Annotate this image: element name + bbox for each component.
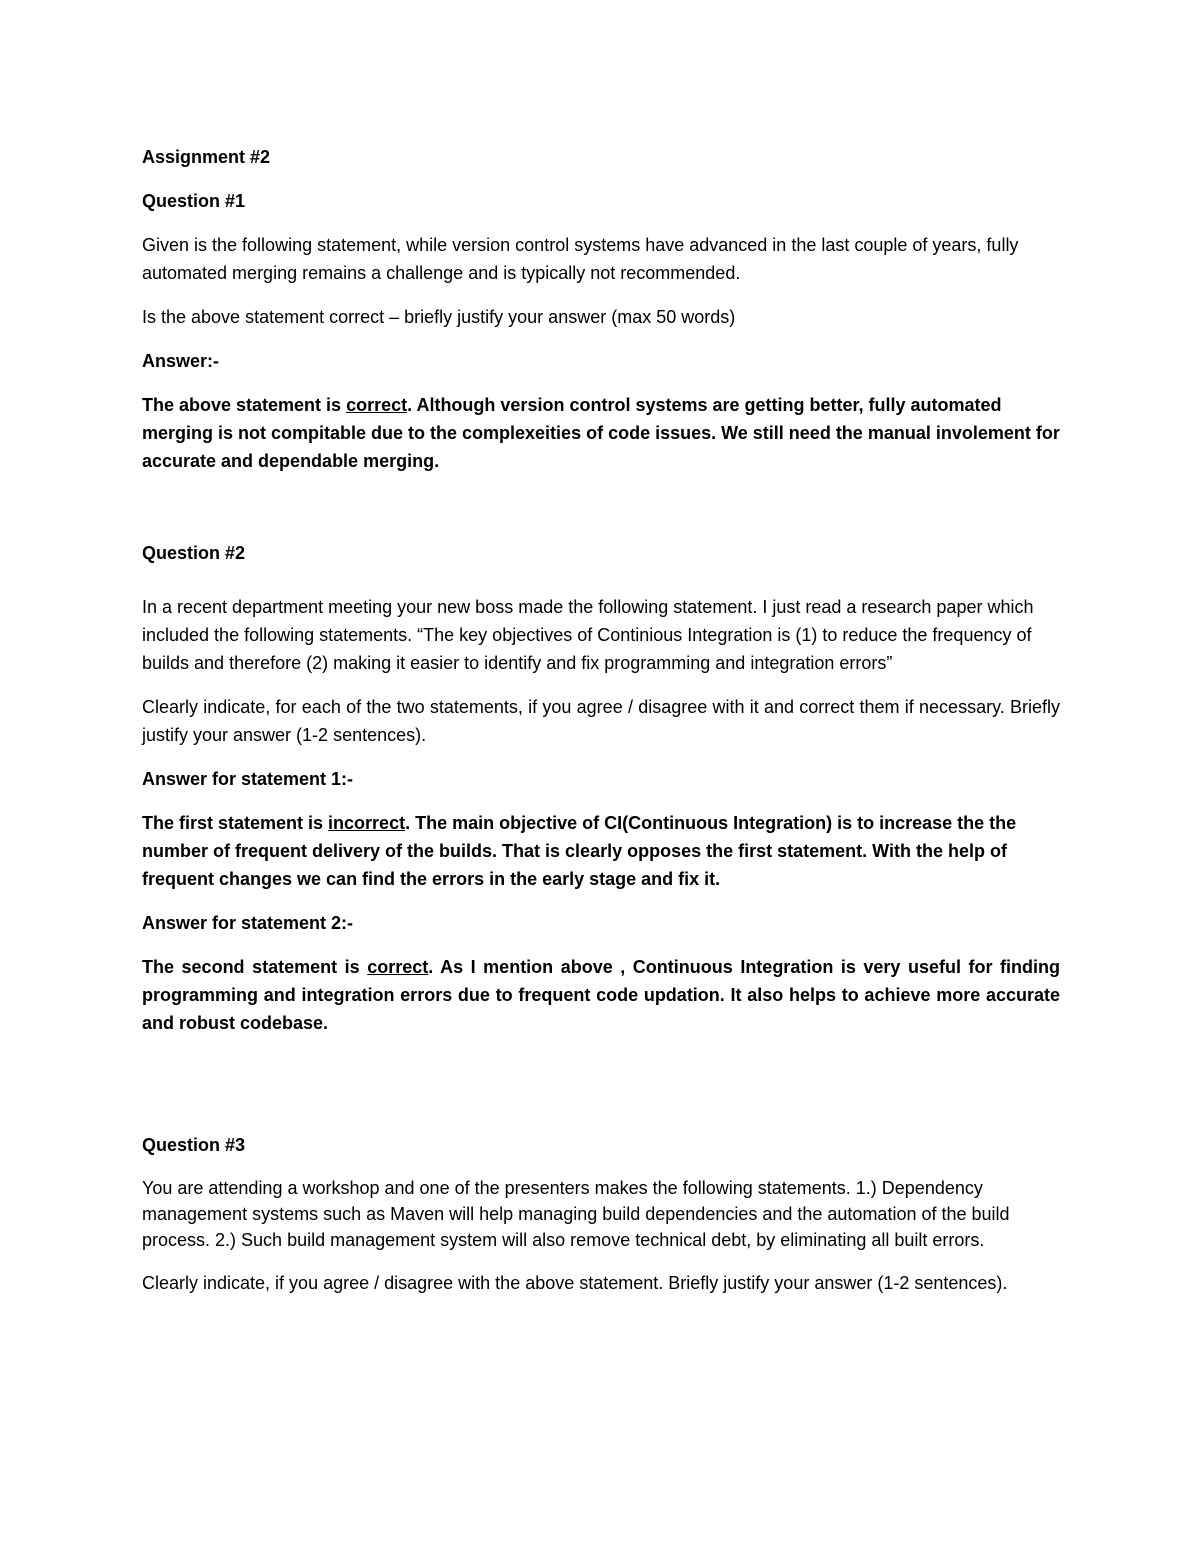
question-1-prompt: Is the above statement correct – briefly justify your answer (max 50 words): [142, 307, 736, 327]
question-1-answer: [142, 391, 1060, 475]
answer-verdict: incorrect: [328, 813, 406, 833]
answer-text: . As I mention above , Continuous Integration is very useful for finding programming and integration errors due to frequent code updation. It also helps to achieve more accurate and robust codebase.: [142, 957, 1061, 1033]
question-3-text: You are attending a workshop and one of the presenters makes the following statements. 1.) Dependency management systems such as Maven will help managing build dependencies and the automation of the build process. 2.) Such build management system will also remove technical debt, by eliminating all built errors.: [142, 1178, 1010, 1250]
answer-verdict: correct: [367, 957, 429, 977]
answer-text: . Although version control systems are getting better, fully automated merging is not compitable due to the complexeities of code issues. We still need the manual involement for accurate and dependable merging.: [142, 395, 1060, 471]
statement-2-answer-label: Answer for statement 2:-: [142, 913, 354, 933]
question-2-heading: Question #2: [142, 543, 246, 563]
question-2-prompt: Clearly indicate, for each of the two statements, if you agree / disagree with it and correct them if necessary. Briefly justify your answer (1-2 sentences).: [142, 697, 1060, 745]
question-1-text: Given is the following statement, while version control systems have advanced in the last couple of years, fully automated merging remains a challenge and is typically not recommended.: [142, 235, 1019, 283]
question-1-answer-label: Answer:-: [142, 351, 220, 371]
question-1-heading: Question #1: [142, 191, 246, 211]
answer-text: The second statement is: [142, 957, 368, 977]
document-page: [142, 140, 1060, 1297]
statement-1-answer: [142, 809, 1060, 893]
question-3-prompt: Clearly indicate, if you agree / disagree with the above statement. Briefly justify your answer (1-2 sentences).: [142, 1273, 1008, 1293]
statement-2-answer: [142, 953, 1060, 1037]
question-2-text: In a recent department meeting your new boss made the following statement. I just read a research paper which included the following statements. “The key objectives of Continious Integration is (1) to reduce the frequency of builds and therefore (2) making it easier to identify and fix programming and integration errors”: [142, 597, 1034, 673]
answer-text: The above statement is: [142, 395, 347, 415]
answer-text: The first statement is: [142, 813, 329, 833]
assignment-title: Assignment #2: [142, 147, 271, 167]
question-3-heading: Question #3: [142, 1135, 246, 1155]
statement-1-answer-label: Answer for statement 1:-: [142, 769, 354, 789]
answer-text: . The main objective of CI(Continuous Integration) is to increase the the number of frequent delivery of the builds. That is clearly opposes the first statement. With the help of frequent changes we can find the errors in the early stage and fix it.: [142, 813, 1017, 889]
answer-verdict: correct: [346, 395, 408, 415]
